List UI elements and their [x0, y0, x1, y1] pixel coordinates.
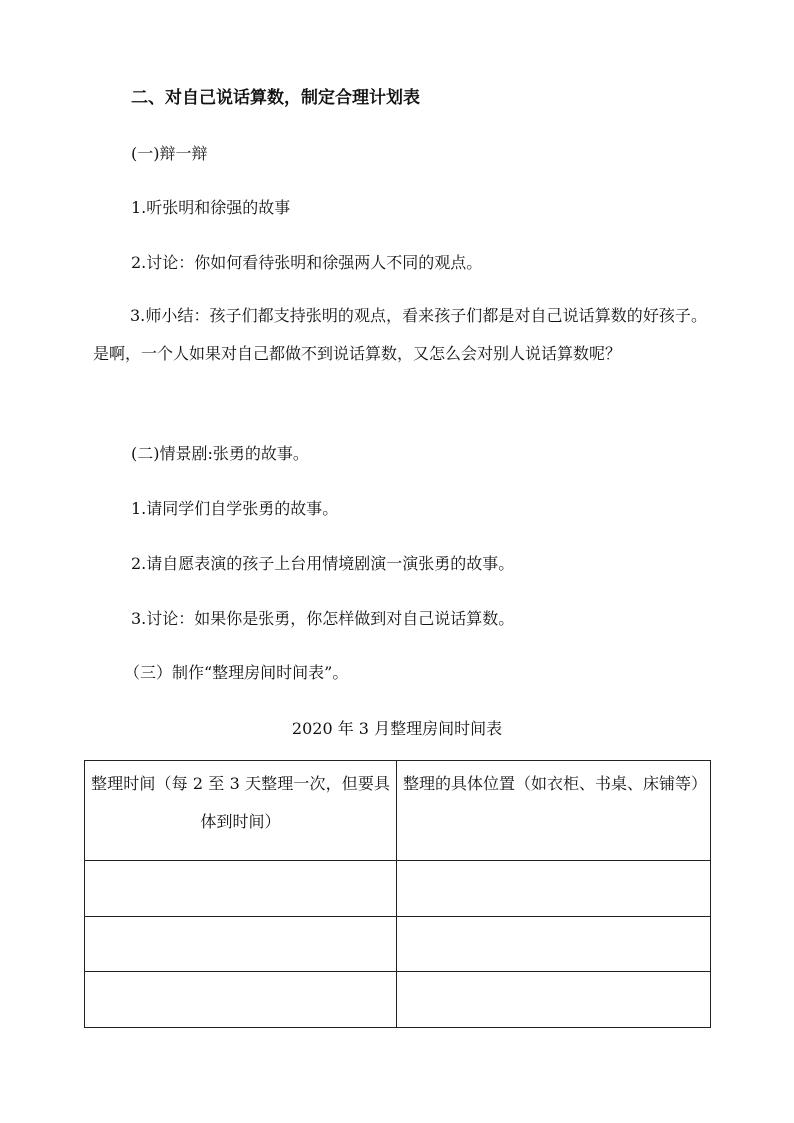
part-one-item-1: 1.听张明和徐强的故事 [131, 198, 291, 217]
part-two-item-2: 2.请自愿表演的孩子上台用情境剧演一演张勇的故事。 [131, 554, 515, 573]
table-cell-time[interactable] [85, 917, 397, 972]
header-cleaning-time [85, 761, 397, 861]
part-one-summary: 3.师小结：孩子们都支持张明的观点，看来孩子们都是对自己说话算数的好孩子。是啊，一个人如果对自己都做不到说话算数，又怎么会对别人说话算数呢？ [93, 306, 707, 363]
table-row [85, 861, 711, 917]
table-row [85, 917, 711, 972]
part-two-item-3: 3.讨论：如果你是张勇，你怎样做到对自己说话算数。 [131, 609, 515, 628]
table-cell-location[interactable] [397, 972, 711, 1028]
header-cleaning-time-label: 整理时间（每 2 至 3 天整理一次，但要具体到时间） [91, 774, 390, 831]
table-row [85, 972, 711, 1028]
part-one-title: (一)辩一辩 [131, 144, 208, 163]
table-caption: 2020 年 3 月整理房间时间表 [291, 719, 503, 738]
part-one-item-2: 2.讨论：你如何看待张明和徐强两人不同的观点。 [131, 253, 483, 272]
table-cell-location[interactable] [397, 917, 711, 972]
section-heading: 二、对自己说话算数，制定合理计划表 [131, 88, 420, 108]
part-two-item-1: 1.请同学们自学张勇的故事。 [131, 499, 339, 518]
schedule-table [84, 760, 711, 1028]
table-cell-time[interactable] [85, 861, 397, 917]
table-cell-location[interactable] [397, 861, 711, 917]
table-header-row [85, 761, 711, 861]
table-cell-time[interactable] [85, 972, 397, 1028]
header-cleaning-location-label: 整理的具体位置（如衣柜、书桌、床铺等） [403, 774, 708, 793]
part-two-title: (二)情景剧:张勇的故事。 [131, 444, 309, 463]
header-cleaning-location [397, 761, 711, 861]
part-three-title: （三）制作“整理房间时间表”。 [124, 663, 349, 682]
